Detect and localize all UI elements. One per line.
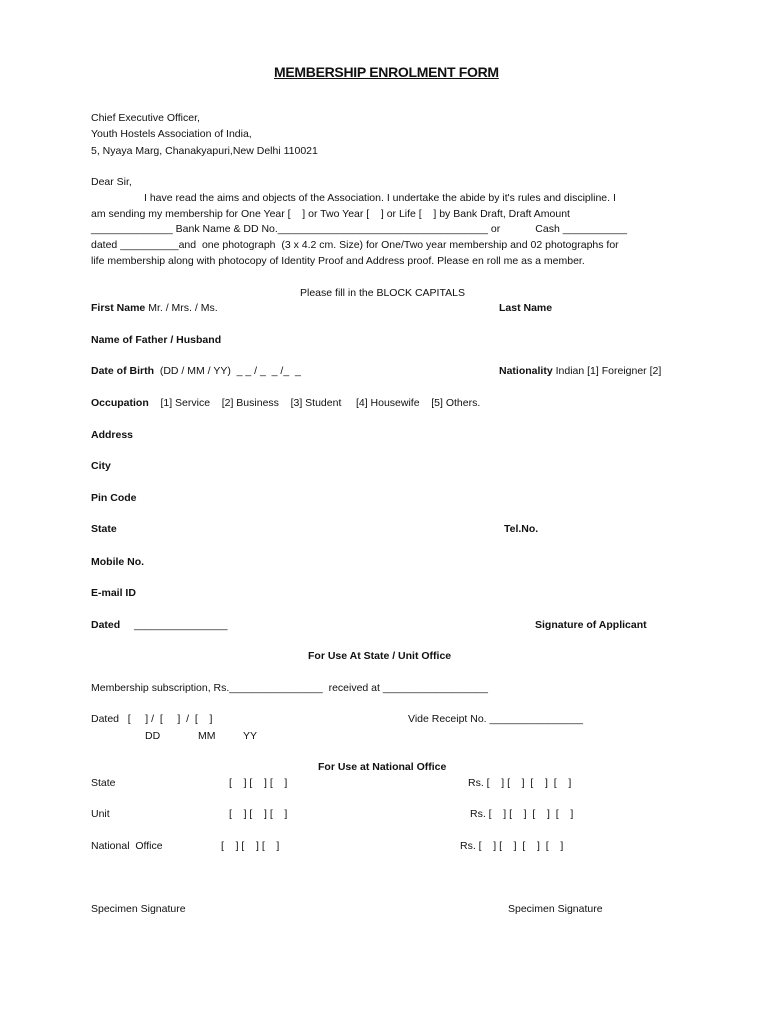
national-row-unit-label: Unit: [91, 808, 110, 820]
body-line-5: life membership along with photocopy of Identity Proof and Address proof. Please en roll me as a member.: [91, 255, 585, 267]
body-line-1: I have read the aims and objects of the Association. I undertake the abide by it's rules and discipline. I: [144, 192, 616, 204]
addressee-line-3: 5, Nyaya Marg, Chanakyapuri,New Delhi 110021: [91, 145, 318, 157]
occupation-options: [1] Service [2] Business [3] Student [4] Housewife [5] Others.: [160, 397, 481, 409]
receipt-line: Vide Receipt No. ________________: [408, 713, 583, 725]
national-row-national-rs: Rs. [ ] [ ] [ ] [ ]: [460, 840, 564, 852]
occupation-field: [91, 397, 480, 409]
nationality-field: [499, 365, 661, 377]
specimen-signature-left: Specimen Signature: [91, 903, 186, 915]
father-husband-label: Name of Father / Husband: [91, 334, 222, 346]
last-name-label: Last Name: [499, 302, 553, 314]
first-name-label: First Name: [91, 302, 146, 314]
nationality-options: Indian [1] Foreigner [2]: [555, 365, 662, 377]
body-line-2: am sending my membership for One Year [ ] or Two Year [ ] or Life [ ] by Bank Draft, Draft Amount: [91, 208, 570, 220]
title-options: Mr. / Mrs. / Ms.: [148, 302, 218, 314]
dated-blank: ________________: [134, 619, 228, 631]
body-line-4: dated __________and one photograph (3 x 4.2 cm. Size) for One/Two year membership and 02 photographs for: [91, 239, 619, 251]
state-office-heading: For Use At State / Unit Office: [308, 650, 452, 662]
national-office-heading: For Use at National Office: [318, 761, 447, 773]
tel-label: Tel.No.: [504, 523, 539, 535]
pin-code-label: Pin Code: [91, 492, 137, 504]
nationality-label: Nationality: [499, 365, 553, 377]
address-label: Address: [91, 429, 134, 441]
email-label: E-mail ID: [91, 587, 136, 599]
national-row-state-label: State: [91, 777, 116, 789]
state-dated-line: Dated [ ] / [ ] / [ ]: [91, 713, 213, 725]
addressee-line-2: Youth Hostels Association of India,: [91, 128, 252, 140]
national-row-state-rs: Rs. [ ] [ ] [ ] [ ]: [468, 777, 572, 789]
national-row-national-label: National Office: [91, 840, 163, 852]
national-row-state-boxes: [ ] [ ] [ ]: [229, 777, 288, 789]
mm-label: MM: [198, 730, 216, 742]
body-line-3: ______________ Bank Name & DD No.____________________________________ or Cash ___________: [91, 223, 627, 235]
instruction: Please fill in the BLOCK CAPITALS: [300, 287, 465, 299]
subscription-line: Membership subscription, Rs.________________ received at __________________: [91, 682, 488, 694]
national-row-unit-boxes: [ ] [ ] [ ]: [229, 808, 288, 820]
specimen-signature-right: Specimen Signature: [508, 903, 603, 915]
dob-format: (DD / MM / YY) _ _ / _ _ /_ _: [159, 365, 301, 377]
occupation-label: Occupation: [91, 397, 149, 409]
yy-label: YY: [243, 730, 258, 742]
salutation: Dear Sir,: [91, 176, 132, 188]
mobile-label: Mobile No.: [91, 556, 145, 568]
national-row-national-boxes: [ ] [ ] [ ]: [221, 840, 280, 852]
state-label: State: [91, 523, 117, 535]
city-label: City: [91, 460, 111, 472]
signature-of-applicant-label: Signature of Applicant: [535, 619, 647, 631]
dated-label: Dated: [91, 619, 121, 631]
dd-label: DD: [145, 730, 161, 742]
dob-field: [91, 365, 301, 377]
first-name-field: [91, 302, 218, 314]
addressee-line-1: Chief Executive Officer,: [91, 112, 200, 124]
national-row-unit-rs: Rs. [ ] [ ] [ ] [ ]: [470, 808, 574, 820]
page-title: MEMBERSHIP ENROLMENT FORM: [274, 64, 499, 80]
dob-label: Date of Birth: [91, 365, 154, 377]
